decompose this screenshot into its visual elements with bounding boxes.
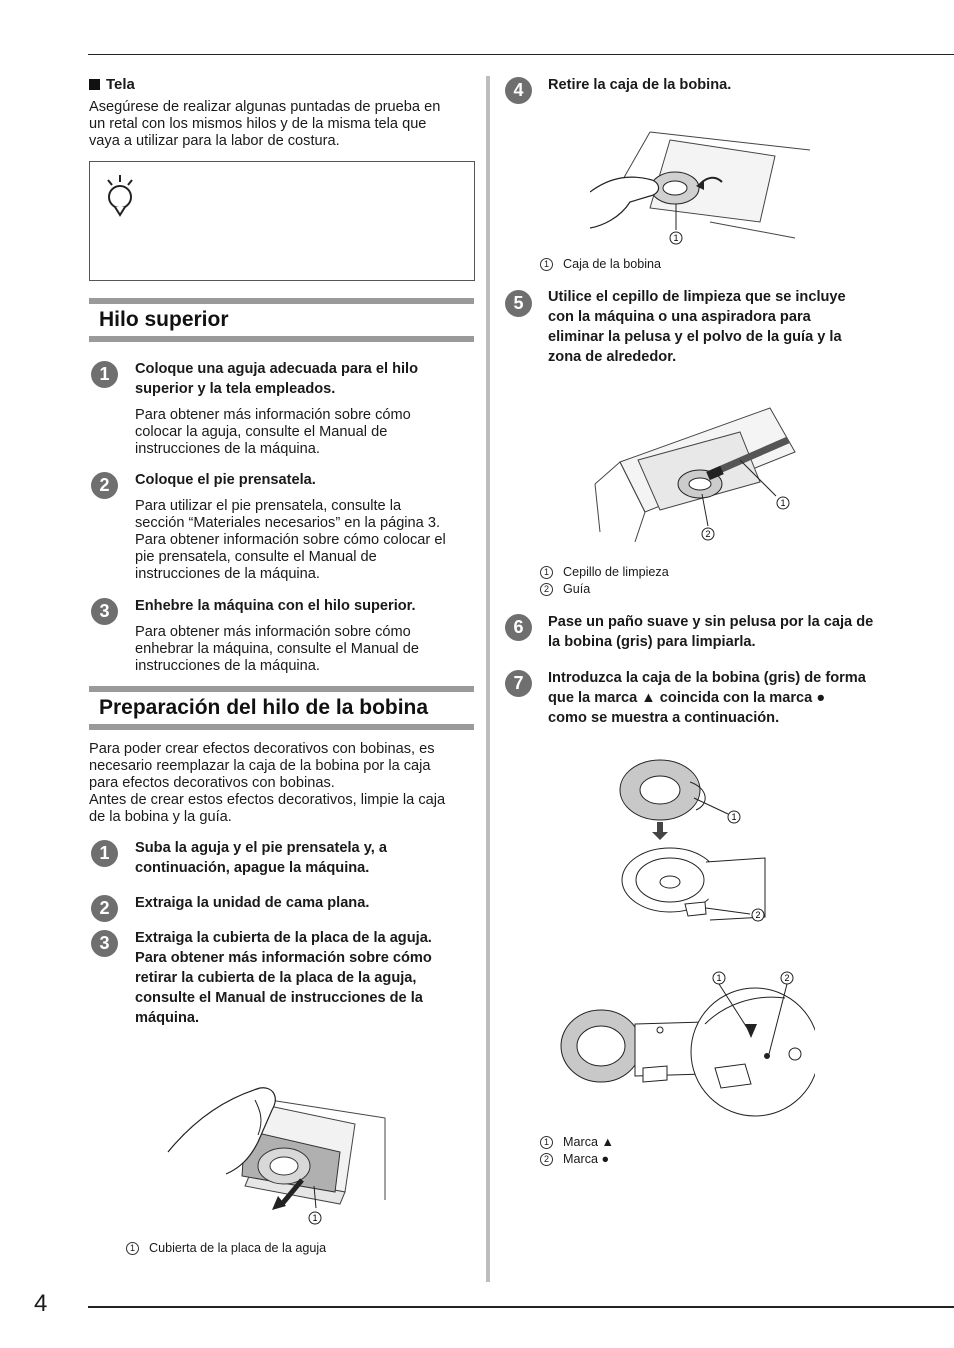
step-instruction: Extraiga la cubierta de la placa de la aguja. Para obtener más información sobre cómo retirar la cubierta de la placa de la aguja, consulte el Manual de instrucciones de la máquina. — [135, 930, 432, 1026]
figure-caption: 1 Marca ▲ 2 Marca ● — [540, 1134, 614, 1168]
step-instruction: Retire la caja de la bobina. — [548, 77, 732, 93]
page-number: 4 — [34, 1290, 48, 1317]
step-instruction: Introduzca la caja de la bobina (gris) de forma que la marca ▲ coincida con la marca ● como se muestra a continuación. — [548, 670, 866, 726]
note-box — [89, 161, 475, 281]
step-badge: 5 — [505, 290, 532, 317]
callout-2: 2 — [784, 973, 790, 983]
step-badge: 1 — [91, 840, 118, 867]
bobbin-alignment-detail-illustration — [555, 964, 815, 1124]
step-badge: 3 — [91, 598, 118, 625]
callout-2: 2 — [755, 910, 761, 920]
step-instruction: Coloque una aguja adecuada para el hilo superior y la tela empleados. — [135, 361, 419, 397]
section-title: Hilo superior — [99, 308, 229, 331]
top-rule — [88, 54, 954, 55]
step-badge: 6 — [505, 614, 532, 641]
callout-1: 1 — [716, 973, 722, 983]
callout-2: 2 — [705, 529, 711, 539]
callout-1: 1 — [780, 498, 786, 508]
bobina-intro: Para poder crear efectos decorativos con bobinas, es necesario reemplazar la caja de la bobina por la caja para efectos decorativos con bobinas. Antes de crear estos efectos decorativos, limpie la caja de la bobina y la guía. — [89, 741, 446, 825]
callout-1: 1 — [312, 1213, 318, 1223]
step-detail: Para utilizar el pie prensatela, consulte la sección “Materiales necesarios” en la página 3. Para obtener información sobre cómo colocar el pie prensatela, consulte el Manual de instrucciones de la máquina. — [135, 498, 446, 582]
step-instruction: Utilice el cepillo de limpieza que se incluye con la máquina o una aspiradora para eliminar la pelusa y el polvo de la guía y la zona de alrededor. — [548, 289, 846, 365]
step-badge: 4 — [505, 77, 532, 104]
step-detail: Para obtener más información sobre cómo colocar la aguja, consulte el Manual de instrucciones de la máquina. — [135, 407, 411, 457]
figure-caption: 1 Cepillo de limpieza 2 Guía — [540, 564, 669, 598]
cleaning-brush-illustration — [590, 402, 810, 552]
step-instruction: Coloque el pie prensatela. — [135, 472, 316, 488]
section-preparacion-bobina — [89, 686, 474, 730]
note-icon — [102, 174, 142, 218]
section-title: Preparación del hilo de la bobina — [99, 696, 429, 719]
figure-caption: 1 Cubierta de la placa de la aguja — [126, 1240, 326, 1257]
step-badge: 2 — [91, 895, 118, 922]
step-detail: Para obtener más información sobre cómo enhebrar la máquina, consulte el Manual de instrucciones de la máquina. — [135, 624, 419, 674]
square-bullet-icon — [89, 79, 100, 90]
step-badge: 2 — [91, 472, 118, 499]
step-instruction: Pase un paño suave y sin pelusa por la caja de la bobina (gris) para limpiarla. — [548, 614, 874, 650]
callout-1: 1 — [731, 812, 737, 822]
figure-caption: 1 Caja de la bobina — [540, 256, 661, 273]
column-divider — [486, 76, 490, 1282]
remove-bobbin-case-illustration — [590, 122, 810, 252]
callout-1: 1 — [673, 233, 679, 243]
tela-heading: Tela — [89, 76, 135, 93]
insert-bobbin-case-illustration — [610, 752, 780, 932]
tela-body: Asegúrese de realizar algunas puntadas de prueba en un retal con los mismos hilos y de la misma tela que vaya a utilizar para la labor de costura. — [89, 99, 441, 149]
needle-plate-cover-illustration — [160, 1080, 390, 1230]
step-badge: 3 — [91, 930, 118, 957]
section-hilo-superior — [89, 298, 474, 342]
bottom-rule — [88, 1306, 954, 1308]
step-instruction: Suba la aguja y el pie prensatela y, a continuación, apague la máquina. — [135, 840, 387, 876]
step-badge: 7 — [505, 670, 532, 697]
step-badge: 1 — [91, 361, 118, 388]
step-instruction: Extraiga la unidad de cama plana. — [135, 895, 370, 911]
step-instruction: Enhebre la máquina con el hilo superior. — [135, 598, 416, 614]
